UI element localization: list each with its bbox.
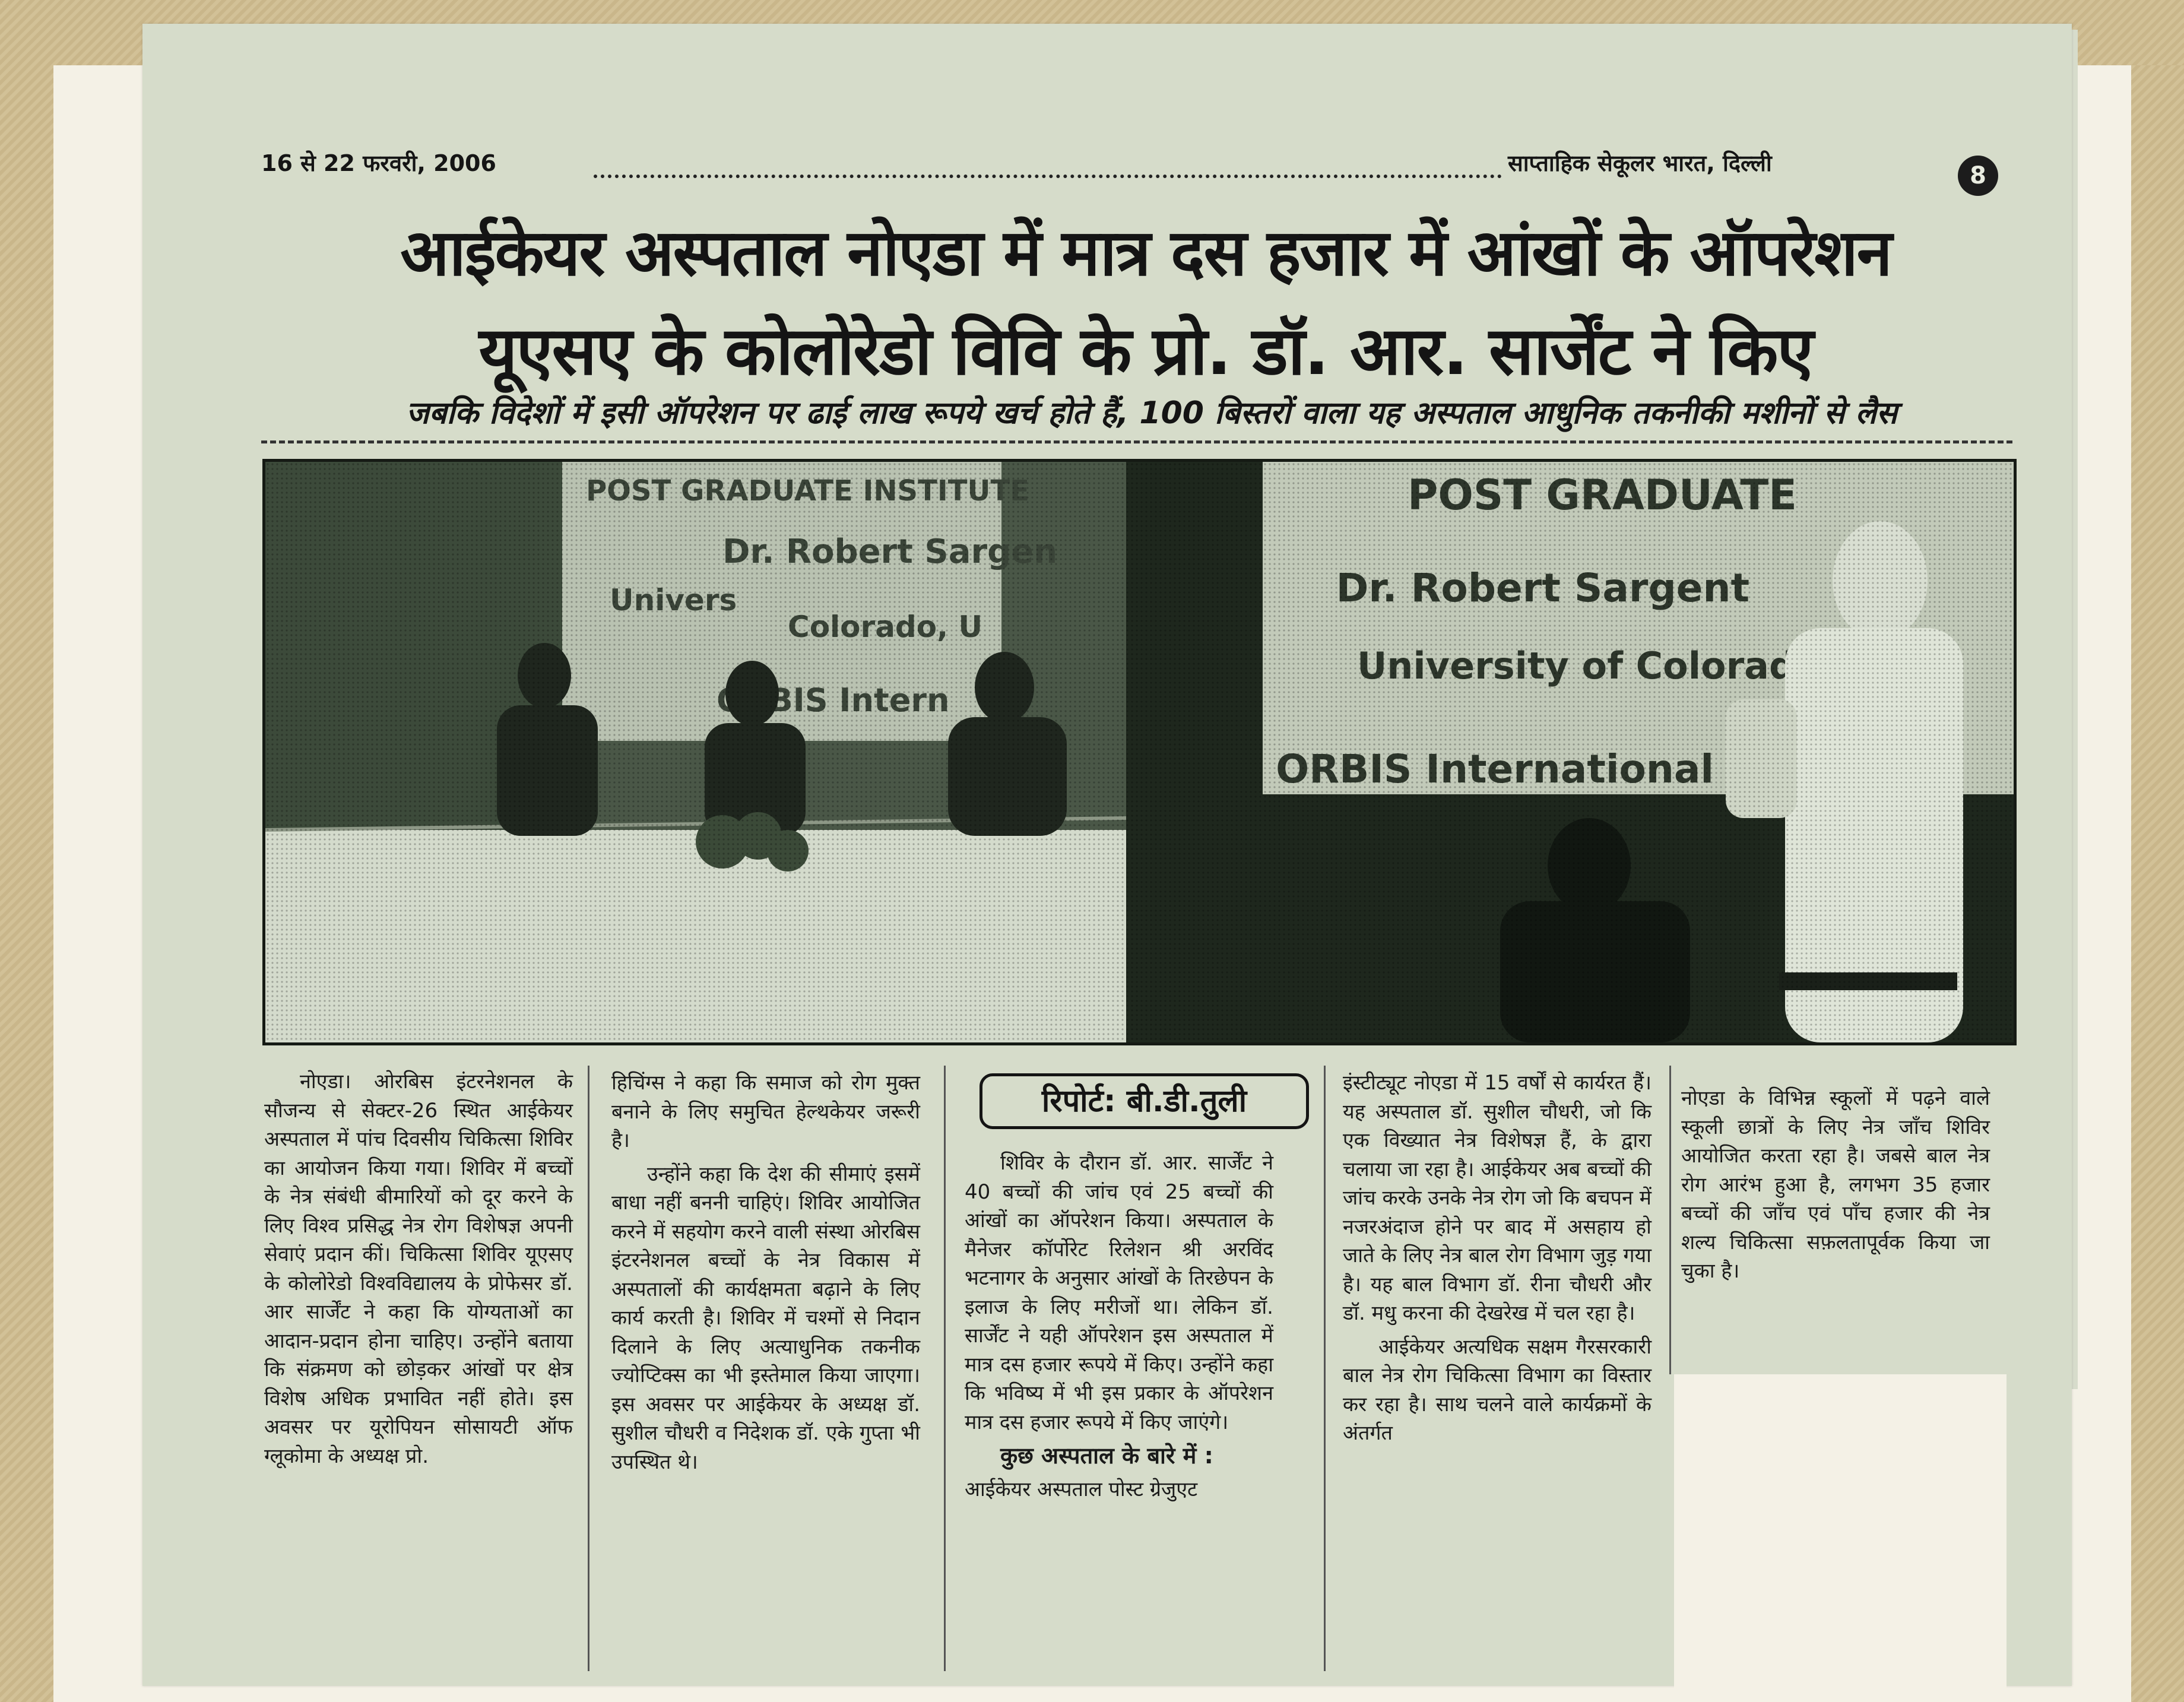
news-photo [262, 459, 2017, 1045]
issue-date: 16 से 22 फरवरी, 2006 [261, 150, 496, 176]
right-tan-border [2131, 0, 2184, 1702]
left-tan-border [0, 0, 53, 1702]
column-3-paragraph-2: आईकेयर अस्पताल पोस्ट ग्रेजुएट [965, 1477, 1198, 1501]
subheadline: जबकि विदेशों में इसी ऑपरेशन पर ढाई लाख रूपये खर्च होते हैं, 100 बिस्तरों वाला यह अस्पताल आधुनिक तकनीकी मशीनों से लैस [406, 395, 1897, 431]
headline-line-2: यूएसए के कोलोरेडो विवि के प्रो. डॉ. आर. सार्जेंट ने किए [478, 313, 1813, 390]
article-column-4 [1343, 1069, 1652, 1453]
column-divider [1669, 1066, 1671, 1374]
column-divider [1324, 1066, 1326, 1671]
article-column-5 [1681, 1084, 1990, 1291]
dashed-rule [261, 440, 2012, 443]
column-4-paragraph-2: आईकेयर अत्यधिक सक्षम गैरसरकारी बाल नेत्र रोग चिकित्सा विभाग का विस्तार कर रहा है। साथ चलने वाले कार्यक्रमों के अंतर्गत [1343, 1335, 1652, 1445]
article-column-1 [264, 1067, 573, 1475]
header-dotted-leader [594, 175, 1502, 178]
column-2-paragraph-1: हिचिंग्स ने कहा कि समाज को रोग मुक्त बनाने के लिए समुचित हेल्थकेयर जरूरी है। [611, 1071, 920, 1152]
column-2-paragraph-2: उन्होंने कहा कि देश की सीमाएं इसमें बाधा नहीं बननी चाहिएं। शिविर आयोजित करने में सहयोग करने वाली संस्था ओरबिस इंटरनेशनल बच्चों के नेत्र विकास में अस्पतालों की कार्यक्षमता बढ़ाने के लिए कार्य करती है। शिविर में चश्मों से निदान दिलाने के लिए अत्याधुनिक तकनीक ज्योप्टिक्स का भी इस्तेमाल किया जाएगा। इस अवसर पर आईकेयर के अध्यक्ष डॉ. सुशील चौधरी व निदेशक डॉ. एके गुप्ता भी उपस्थित थे। [611, 1162, 920, 1474]
column-3-subhead: कुछ अस्पताल के बारे में : [1000, 1443, 1213, 1469]
column-4-paragraph-1: इंस्टीट्यूट नोएडा में 15 वर्षों से कार्यरत हैं। यह अस्पताल डॉ. सुशील चौधरी, जो कि एक विख्यात नेत्र विशेषज्ञ हैं, के द्वारा चलाया जा रहा है। आईकेयर अब बच्चों की जांच करके उनके नेत्र रोग जो कि बचपन में नजरअंदाज होने पर बाद में असहाय हो जाते के लिए नेत्र बाल रोग विभाग जुड़ गया है। यह बाल विभाग डॉ. रीना चौधरी और डॉ. मधु करना की देखरेख में चल रहा है। [1343, 1071, 1652, 1325]
column-3-paragraph-1: शिविर के दौरान डॉ. आर. सार्जेंट ने 40 बच्चों की जांच एवं 25 बच्चों की आंखों का ऑपरेशन किया। अस्पताल के मैनेजर कॉर्पोरेट रिलेशन श्री अरविंद भटनागर के अनुसार आंखों के तिरछेपन के इलाज के लिए मरीजों था। लेकिन डॉ. सार्जेंट ने यही ऑपरेशन इस अस्पताल में मात्र दस हजार रूपये में किए। उन्होंने कहा कि भविष्य में भी इस प्रकार के ऑपरेशन मात्र दस हजार रूपये में किए जाएंगे। [965, 1151, 1273, 1434]
clipping-cutout [1674, 1374, 2007, 1702]
paper-name: साप्ताहिक सेकूलर भारत, दिल्ली [1508, 150, 1772, 176]
page-number-badge: 8 [1958, 156, 1998, 196]
headline-line-1: आईकेयर अस्पताल नोएडा में मात्र दस हजार में आंखों के ऑपरेशन [400, 216, 1891, 290]
article-column-2 [611, 1069, 920, 1481]
report-byline: रिपोर्ट: बी.डी.तुली [980, 1073, 1309, 1129]
article-column-3 [965, 1149, 1273, 1508]
column-1-text: नोएडा। ओरबिस इंटरनेशनल के सौजन्य से सेक्टर-26 स्थित आईकेयर अस्पताल में पांच दिवसीय चिकित्सा शिविर का आयोजन किया गया। शिविर में बच्चों के नेत्र संबंधी बीमारियों को दूर करने के लिए विश्व प्रसिद्ध नेत्र रोग विशेषज्ञ अपनी सेवाएं प्रदान कीं। चिकित्सा शिविर यूएसए के कोलोरेडो विश्वविद्यालय के प्रोफेसर डॉ. आर सार्जेंट ने कहा कि योग्यताओं का आदान-प्रदान होना चाहिए। उन्होंने बताया कि संक्रमण को छोड़कर आंखों पर क्षेत्र विशेष अधिक प्रभावित नहीं होते। इस अवसर पर यूरोपियन सोसायटी ऑफ ग्लूकोमा के अध्यक्ष प्रो. [264, 1070, 573, 1468]
column-divider [944, 1066, 946, 1671]
column-divider [588, 1066, 589, 1671]
column-5-text: नोएडा के विभिन्न स्कूलों में पढ़ने वाले स्कूली छात्रों के लिए नेत्र जाँच शिविर आयोजित करता रहा है। जबसे बाल नेत्र रोग आरंभ हुआ है, लगभग 35 हजार बच्चों की जाँच एवं पाँच हजार की नेत्र शल्य चिकित्सा सफ़लतापूर्वक किया जा चुका है। [1681, 1086, 1990, 1283]
